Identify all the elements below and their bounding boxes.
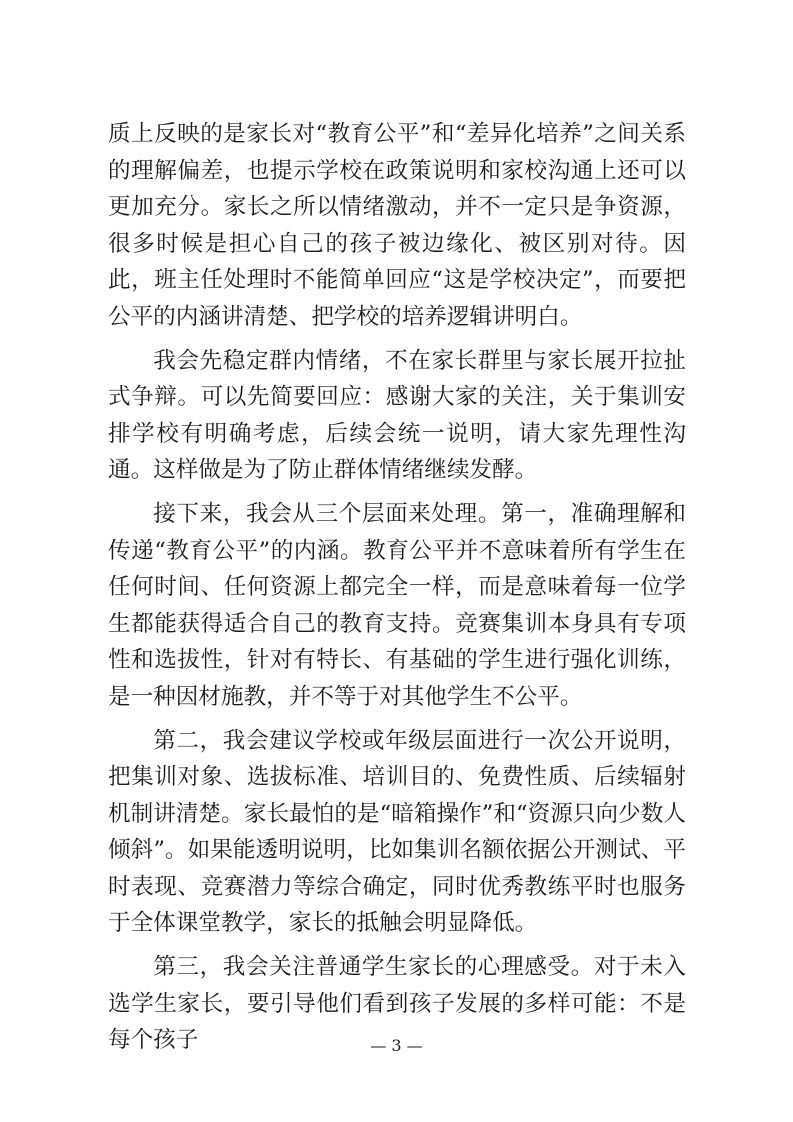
paragraph-3: 接下来，我会从三个层面来处理。第一，准确理解和传递“教育公平”的内涵。教育公平并不意味着所有学生在任何时间、任何资源上都完全一样，而是意味着每一位学生都能获得适合自己的教育支持。竞赛集训本身具有专项性和选拔性，针对有特长、有基础的学生进行强化训练，是一种因材施教，并不等于对其他学生不公平。 <box>108 500 686 710</box>
paragraph-2: 我会先稳定群内情绪，不在家长群里与家长展开拉扯式争辩。可以先简要回应：感谢大家的关注，关于集训安排学校有明确考虑，后续会统一说明，请大家先理性沟通。这样做是为了防止群体情绪继续发酵。 <box>108 347 686 484</box>
paragraph-5: 第三，我会关注普通学生家长的心理感受。对于未入选学生家长，要引导他们看到孩子发展的多样可能：不是每个孩子 <box>108 954 686 1054</box>
body-text <box>108 116 686 1066</box>
paragraph-1: 质上反映的是家长对“教育公平”和“差异化培养”之间关系的理解偏差，也提示学校在政策说明和家校沟通上还可以更加充分。家长之所以情绪激动，并不一定只是争资源，很多时候是担心自己的孩子被边缘化、被区别对待。因此，班主任处理时不能简单回应“这是学校决定”，而要把公平的内涵讲清楚、把学校的培养逻辑讲明白。 <box>108 121 686 330</box>
page-number: — 3 — <box>370 1036 423 1055</box>
paragraph-4: 第二，我会建议学校或年级层面进行一次公开说明，把集训对象、选拔标准、培训目的、免费性质、后续辐射机制讲清楚。家长最怕的是“暗箱操作”和“资源只向少数人倾斜”。如果能透明说明，比如集训名额依据公开测试、平时表现、竞赛潜力等综合确定，同时优秀教练平时也服务于全体课堂教学，家长的抵触会明显降低。 <box>108 727 686 937</box>
